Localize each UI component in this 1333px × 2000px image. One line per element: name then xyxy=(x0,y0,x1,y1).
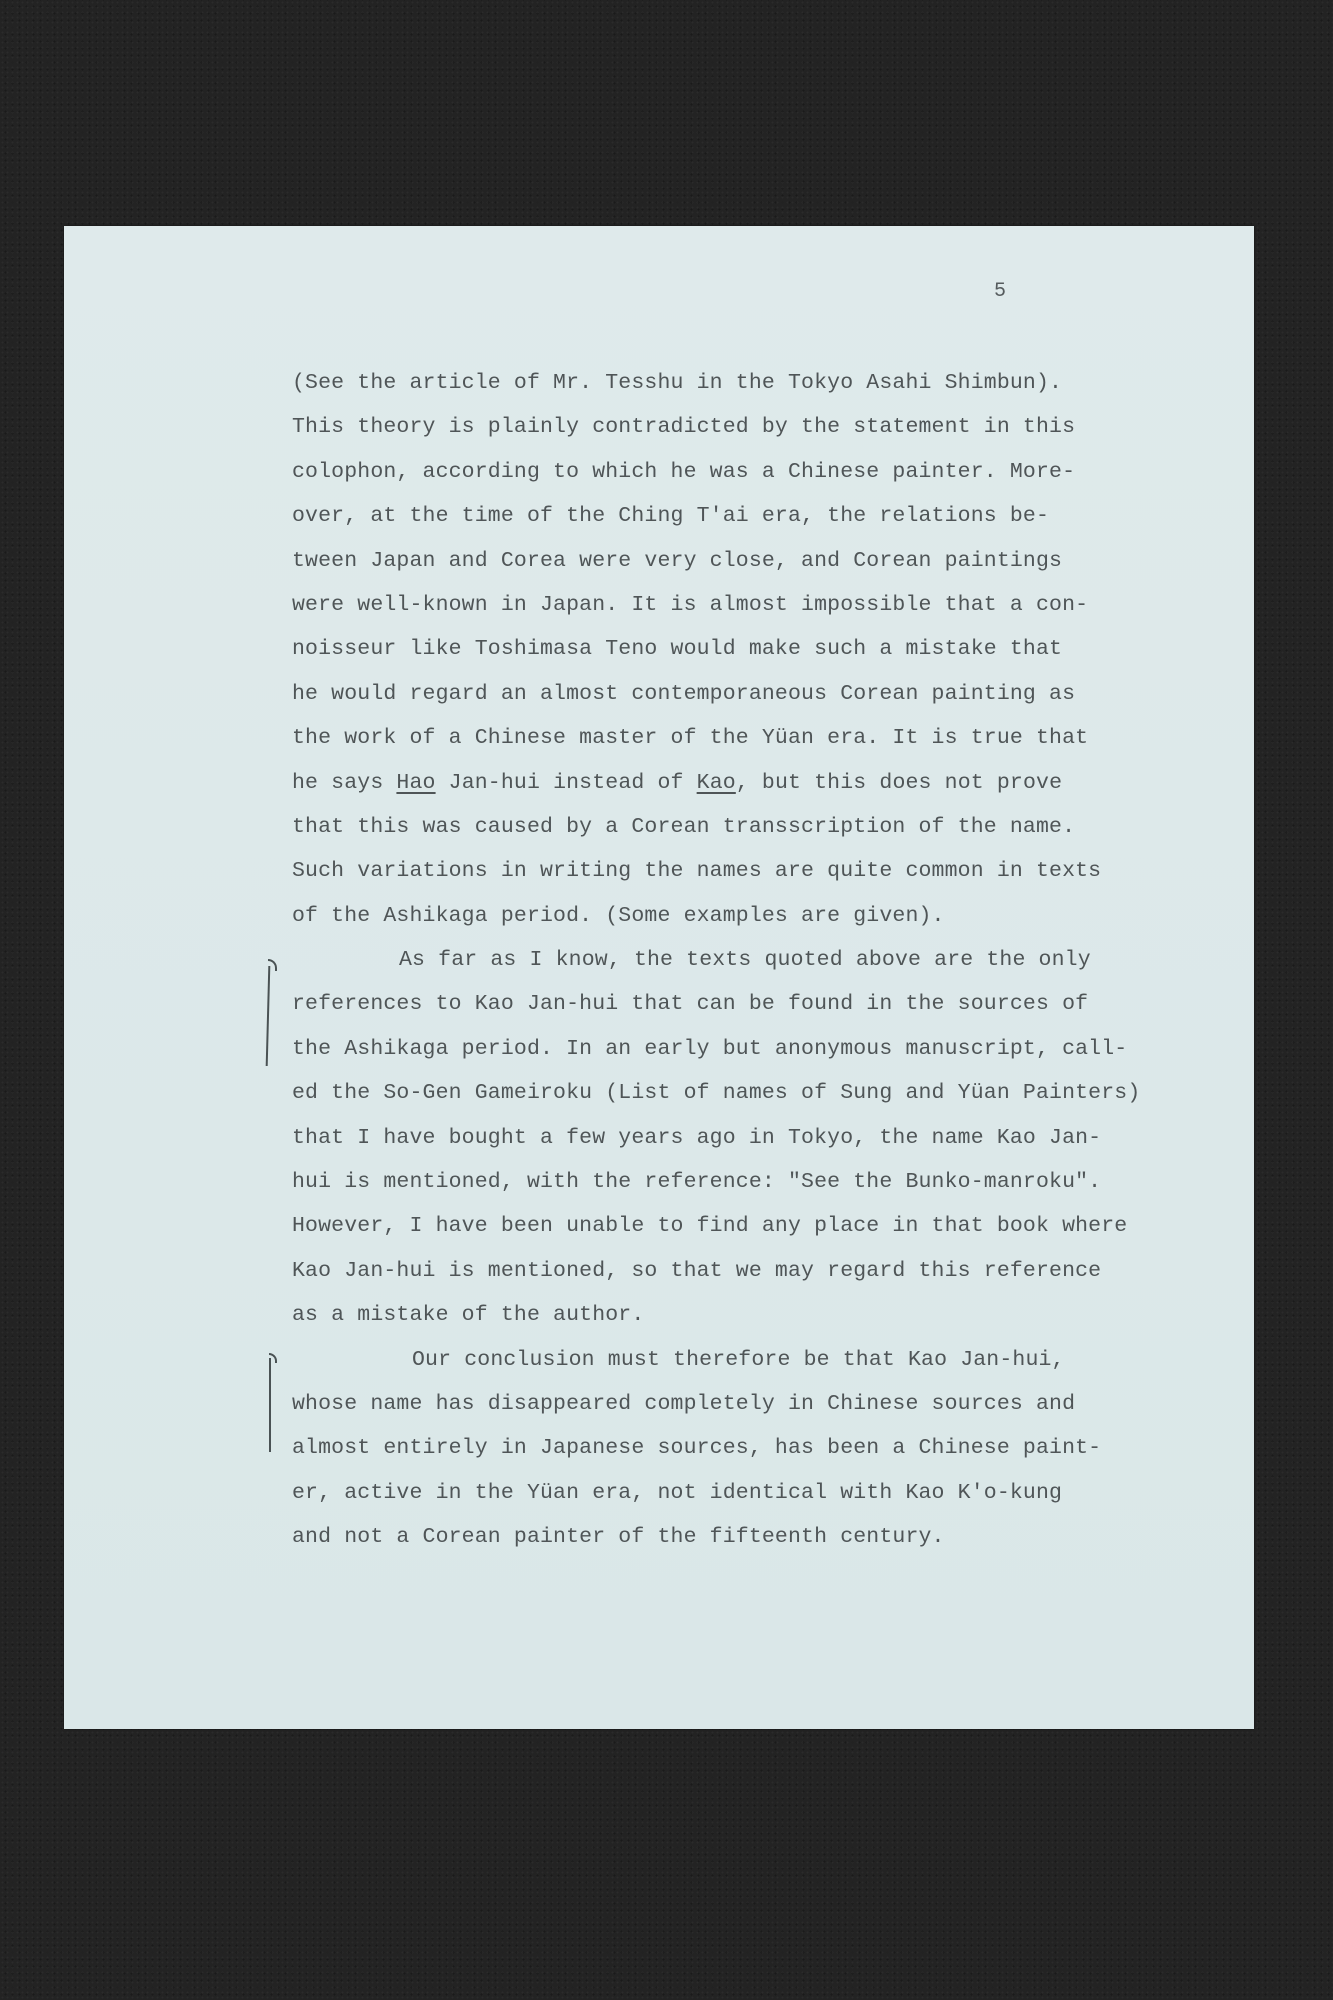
underlined-name-kao: Kao xyxy=(696,770,736,795)
text-line: (See the article of Mr. Tesshu in the Tokyo Asahi Shimbun). xyxy=(292,371,1063,395)
text-line: that this was caused by a Corean transscription of the name. xyxy=(292,814,1076,839)
text-line: This theory is plainly contradicted by the statement in this xyxy=(292,415,1076,440)
text-line: Such variations in writing the names are quite common in texts xyxy=(292,859,1102,884)
text-line: he would regard an almost contemporaneous Corean painting as xyxy=(292,681,1076,706)
text-line: and not a Corean painter of the fifteenth century. xyxy=(292,1525,945,1550)
text-line: over, at the time of the Ching T'ai era, the relations be- xyxy=(292,504,1050,529)
paragraph-first-line: As far as I know, the texts quoted above are the only xyxy=(399,948,1091,973)
text-line: almost entirely in Japanese sources, has been a Chinese paint- xyxy=(292,1436,1102,1461)
text-line: the work of a Chinese master of the Yüan era. It is true that xyxy=(292,726,1089,751)
body-text xyxy=(292,361,1242,1560)
text-line: the Ashikaga period. In an early but anonymous manuscript, call- xyxy=(292,1036,1128,1061)
underlined-name-hao: Hao xyxy=(396,770,436,795)
text-segment: he says xyxy=(292,770,397,795)
text-line: However, I have been unable to find any place in that book where xyxy=(292,1214,1128,1239)
text-line: were well-known in Japan. It is almost impossible that a con- xyxy=(292,592,1089,617)
typewritten-page xyxy=(64,226,1254,1729)
text-line: ed the So-Gen Gameiroku (List of names of Sung and Yüan Painters) xyxy=(292,1081,1141,1106)
text-line: Kao Jan-hui is mentioned, so that we may regard this reference xyxy=(292,1258,1102,1283)
page-number: 5 xyxy=(994,280,1007,303)
text-segment: Jan-hui instead of xyxy=(435,770,697,795)
text-line: as a mistake of the author. xyxy=(292,1303,645,1328)
text-line: er, active in the Yüan era, not identical with Kao K'o-kung xyxy=(292,1480,1063,1505)
text-line: whose name has disappeared completely in Chinese sources and xyxy=(292,1391,1076,1416)
margin-pencil-mark xyxy=(266,966,271,1066)
text-line: noisseur like Toshimasa Teno would make such a mistake that xyxy=(292,637,1063,662)
paragraph-first-line: Our conclusion must therefore be that Kao Jan-hui, xyxy=(412,1347,1065,1372)
text-line: tween Japan and Corea were very close, and Corean paintings xyxy=(292,548,1063,573)
text-segment: , but this does not prove xyxy=(735,770,1063,795)
text-line: hui is mentioned, with the reference: "See the Bunko-manroku". xyxy=(292,1170,1102,1195)
margin-pencil-mark xyxy=(269,1358,271,1452)
text-line: references to Kao Jan-hui that can be found in the sources of xyxy=(292,992,1089,1017)
text-line-with-underlines xyxy=(292,761,1242,805)
text-line: colophon, according to which he was a Chinese painter. More- xyxy=(292,459,1076,484)
text-line: that I have bought a few years ago in Tokyo, the name Kao Jan- xyxy=(292,1125,1102,1150)
text-line: of the Ashikaga period. (Some examples are given). xyxy=(292,903,945,928)
